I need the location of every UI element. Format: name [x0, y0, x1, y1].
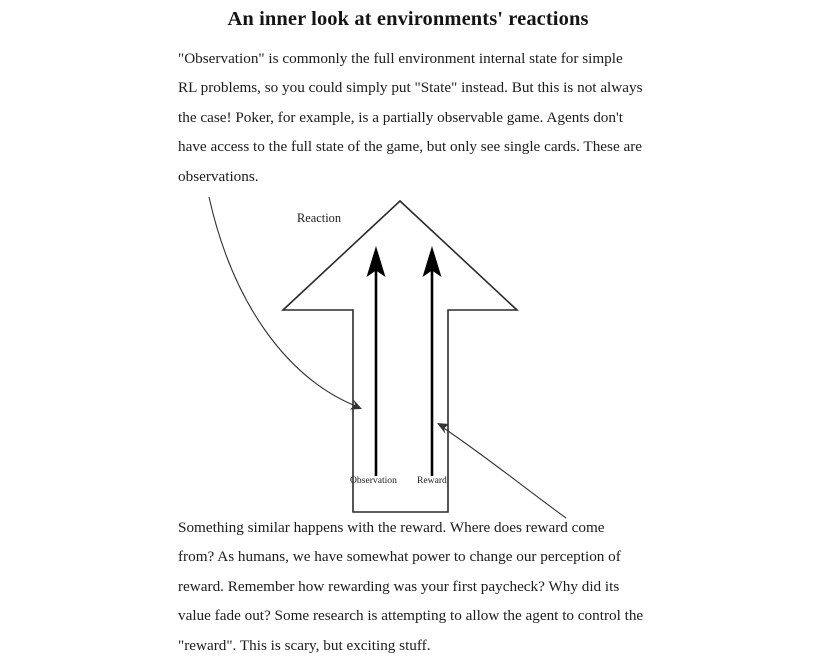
outline-arrow-shape: [283, 201, 517, 512]
reward-label: Reward: [417, 475, 447, 486]
reward-arrow: [423, 246, 442, 476]
reaction-label: Reaction: [297, 211, 342, 225]
paragraph-top: "Observation" is commonly the full environment internal state for simple RL problems, so you could simply put "State" instead. But this is not always the case! Poker, for example, is a partially observable game. Agents don't have access to the full state of the game, but only see single cards. These are observations.: [178, 50, 647, 185]
observation-label: Observation: [350, 475, 397, 486]
observation-arrow: [367, 246, 386, 476]
paragraph-bottom: Something similar happens with the reward. Where does reward come from? As humans, we have somewhat power to change our perception of reward. Remember how rewarding was your first paycheck? Why did its value fade out? Some research is attempting to allow the agent to control the "reward". This is scary, but exciting stuff.: [178, 519, 647, 654]
page-title: An inner look at environments' reactions: [227, 8, 589, 30]
observation-connector: [209, 197, 362, 410]
reward-connector: [437, 423, 566, 518]
